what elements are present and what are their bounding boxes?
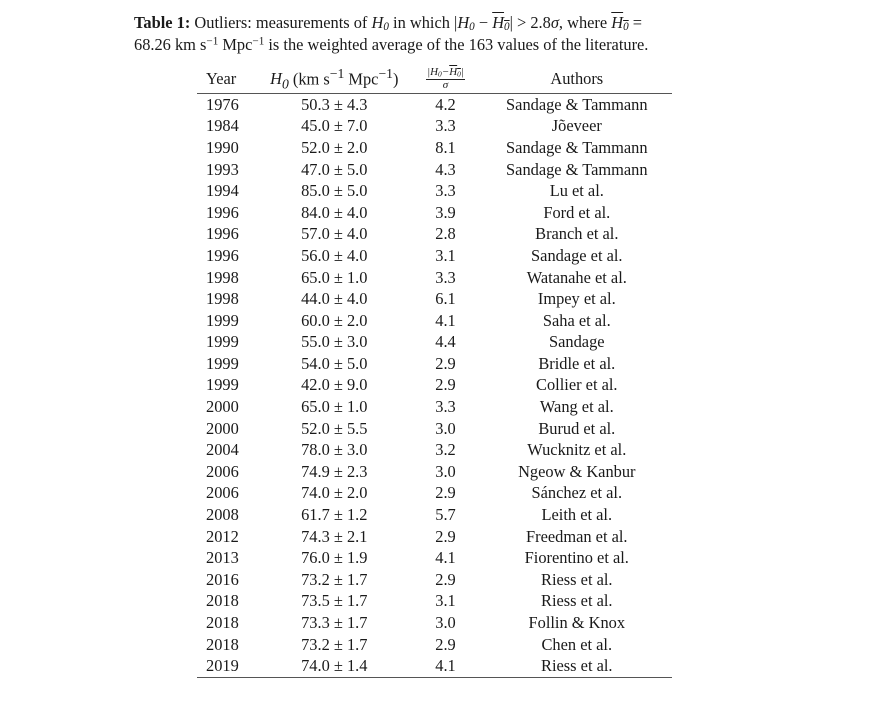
table-row (197, 634, 672, 656)
cell-authors: Freedman et al. (526, 526, 628, 546)
cell-h0: 76.0 ± 1.9 (301, 548, 368, 568)
cell-deviation: 3.3 (435, 267, 456, 287)
table-row (197, 115, 672, 137)
cell-h0: 52.0 ± 5.5 (301, 418, 368, 438)
cell-authors: Watanahe et al. (526, 267, 627, 287)
cell-authors: Riess et al. (541, 569, 613, 589)
cell-h0: 73.2 ± 1.7 (301, 634, 368, 654)
cell-deviation: 6.1 (435, 289, 456, 309)
cell-authors: Jõeveer (551, 116, 602, 136)
cell-h0: 47.0 ± 5.0 (301, 159, 368, 179)
table-row (197, 288, 672, 310)
cell-h0: 61.7 ± 1.2 (301, 505, 368, 525)
cell-authors: Collier et al. (536, 375, 618, 395)
cell-deviation: 4.3 (435, 159, 456, 179)
cell-authors: Leith et al. (541, 505, 613, 525)
cell-year: 2000 (206, 397, 239, 417)
cell-authors: Sandage (549, 332, 605, 352)
header-deviation (409, 66, 481, 93)
cell-authors: Fiorentino et al. (524, 548, 629, 568)
cell-authors: Wucknitz et al. (527, 440, 627, 460)
cell-year: 2008 (206, 505, 239, 525)
table-row (197, 93, 672, 115)
cell-authors: Follin & Knox (528, 613, 626, 632)
cell-year: 2018 (206, 613, 239, 632)
table-header (197, 66, 672, 93)
cell-deviation: 2.9 (435, 569, 456, 589)
table-row (197, 137, 672, 159)
cell-year: 1999 (206, 310, 239, 330)
deviation-fraction: $\frac{|H_0-H_0|}{\sigma}$ (427, 66, 464, 92)
cell-deviation: 2.9 (435, 526, 456, 546)
cell-authors: Impey et al. (537, 289, 616, 309)
outliers-table (197, 66, 672, 678)
cell-h0: 44.0 ± 4.0 (301, 289, 368, 309)
table-row (197, 310, 672, 332)
cell-deviation: 4.4 (435, 332, 456, 352)
cell-year: 1996 (206, 202, 239, 222)
cell-year: 1996 (206, 245, 239, 265)
cell-year: 1999 (206, 332, 239, 352)
cell-deviation: 4.1 (435, 548, 456, 568)
table-row (197, 202, 672, 224)
average-value: 68.26 km s (134, 35, 207, 54)
table-row (197, 331, 672, 353)
table-row (197, 590, 672, 612)
cell-h0: 74.0 ± 1.4 (259, 655, 409, 677)
cell-deviation: 3.9 (435, 202, 456, 222)
cell-authors: Sandage et al. (531, 245, 623, 265)
cell-h0: 57.0 ± 4.0 (301, 224, 368, 244)
caption-label: Table 1: (134, 13, 191, 32)
cell-authors: Bridle et al. (538, 353, 616, 373)
cell-deviation: 2.9 (435, 375, 456, 395)
cell-h0: 78.0 ± 3.0 (301, 440, 368, 460)
header-year: Year (197, 66, 259, 93)
cell-h0: 52.0 ± 2.0 (301, 137, 368, 157)
cell-authors: Saha et al. (542, 310, 611, 330)
cell-deviation: 3.3 (435, 116, 456, 136)
cell-deviation: 5.7 (435, 505, 456, 525)
cell-year: 2016 (206, 569, 239, 589)
cell-authors: Wang et al. (539, 397, 614, 417)
table-row (197, 482, 672, 504)
cell-h0: 54.0 ± 5.0 (301, 353, 368, 373)
cell-h0: 55.0 ± 3.0 (301, 332, 368, 352)
cell-year: 2019 (197, 655, 259, 677)
table-row (197, 180, 672, 202)
cell-deviation: 3.1 (435, 591, 456, 611)
cell-deviation: 2.9 (435, 634, 456, 654)
cell-h0: 65.0 ± 1.0 (301, 267, 368, 287)
cell-deviation: 3.3 (435, 181, 456, 201)
cell-authors: Ford et al. (543, 202, 611, 222)
cell-authors: Sánchez et al. (531, 483, 623, 503)
cell-deviation: 4.1 (409, 655, 481, 677)
cell-year: 1998 (206, 267, 239, 287)
header-row (197, 66, 672, 93)
header-authors: Authors (482, 66, 672, 93)
cell-authors: Ngeow & Kanbur (518, 461, 636, 481)
cell-h0: 85.0 ± 5.0 (301, 181, 368, 201)
cell-h0: 74.3 ± 2.1 (301, 526, 368, 546)
cell-year: 2018 (206, 591, 239, 611)
cell-h0: 73.5 ± 1.7 (301, 591, 368, 611)
cell-deviation: 3.1 (435, 245, 456, 265)
table-row (197, 396, 672, 418)
cell-year: 2000 (206, 418, 239, 438)
cell-deviation: 3.2 (435, 440, 456, 460)
table-row (197, 569, 672, 591)
cell-authors: Riess et al. (482, 655, 672, 677)
h0-average-symbol: $H_0$ (492, 13, 510, 34)
cell-deviation: 2.9 (435, 353, 456, 373)
cell-deviation: 8.1 (435, 137, 456, 157)
cell-authors: Riess et al. (541, 591, 613, 611)
cell-deviation: 4.2 (435, 94, 456, 114)
table-row (197, 374, 672, 396)
cell-authors: Burud et al. (538, 418, 616, 438)
cell-deviation: 4.1 (435, 310, 456, 330)
cell-year: 2006 (206, 483, 239, 503)
table-row (197, 245, 672, 267)
table-row (197, 439, 672, 461)
cell-year: 2004 (206, 440, 239, 460)
table-row (197, 353, 672, 375)
cell-authors: Sandage & Tammann (506, 159, 648, 179)
table-row (197, 223, 672, 245)
cell-year: 2012 (206, 526, 239, 546)
table-row (197, 267, 672, 289)
cell-deviation: 2.9 (435, 483, 456, 503)
cell-authors: Sandage & Tammann (506, 94, 648, 114)
cell-h0: 45.0 ± 7.0 (301, 116, 368, 136)
cell-deviation: 3.3 (435, 397, 456, 417)
cell-h0: 73.2 ± 1.7 (301, 569, 368, 589)
cell-h0: 73.3 ± 1.7 (301, 613, 368, 632)
cell-year: 1996 (206, 224, 239, 244)
cell-year: 2013 (206, 548, 239, 568)
cell-authors: Chen et al. (541, 634, 613, 654)
cell-year: 2018 (206, 634, 239, 654)
cell-year: 1999 (206, 353, 239, 373)
cell-deviation: 3.0 (435, 418, 456, 438)
cell-year: 1990 (206, 137, 239, 157)
cell-year: 1993 (206, 159, 239, 179)
table-row (197, 612, 672, 634)
outliers-table-container (197, 66, 672, 678)
table-row (197, 547, 672, 569)
cell-year: 1999 (206, 375, 239, 395)
caption-text: Outliers: measurements of (190, 13, 372, 32)
cell-h0: 42.0 ± 9.0 (301, 375, 368, 395)
cell-h0: 50.3 ± 4.3 (301, 94, 368, 114)
table-row (197, 159, 672, 181)
cell-year: 1998 (206, 289, 239, 309)
h0-symbol: $H_0$ (371, 13, 389, 34)
table-row (197, 418, 672, 440)
cell-year: 1976 (206, 94, 239, 114)
cell-h0: 74.0 ± 2.0 (301, 483, 368, 503)
cell-year: 2006 (206, 461, 239, 481)
cell-deviation: 3.0 (435, 461, 456, 481)
cell-authors: Sandage & Tammann (506, 137, 648, 157)
cell-h0: 56.0 ± 4.0 (301, 245, 368, 265)
table-caption: Table 1: Outliers: measurements of $H_0$ in which $|H_0 - H_0| > 2.8\sigma$, where $H_0$ = 68.26 km $s^{-1}$ Mpc$^{-1}$ is the weighted average of the 163 values of the literature. (134, 13, 649, 54)
cell-h0: 84.0 ± 4.0 (301, 202, 368, 222)
cell-deviation: 3.0 (435, 613, 456, 632)
cell-year: 1994 (206, 181, 239, 201)
table-row (197, 504, 672, 526)
cell-h0: 65.0 ± 1.0 (301, 397, 368, 417)
cell-year: 1984 (206, 116, 239, 136)
cell-deviation: 2.8 (435, 224, 456, 244)
cell-h0: 74.9 ± 2.3 (301, 461, 368, 481)
table-body (197, 93, 672, 677)
table-row (197, 461, 672, 483)
cell-authors: Branch et al. (535, 224, 619, 244)
table-row (197, 655, 672, 677)
cell-authors: Lu et al. (549, 181, 604, 201)
header-h0: $H_0$ (km $s^{-1}$ Mpc$^{-1}$) (259, 66, 409, 93)
table-row (197, 526, 672, 548)
cell-h0: 60.0 ± 2.0 (301, 310, 368, 330)
